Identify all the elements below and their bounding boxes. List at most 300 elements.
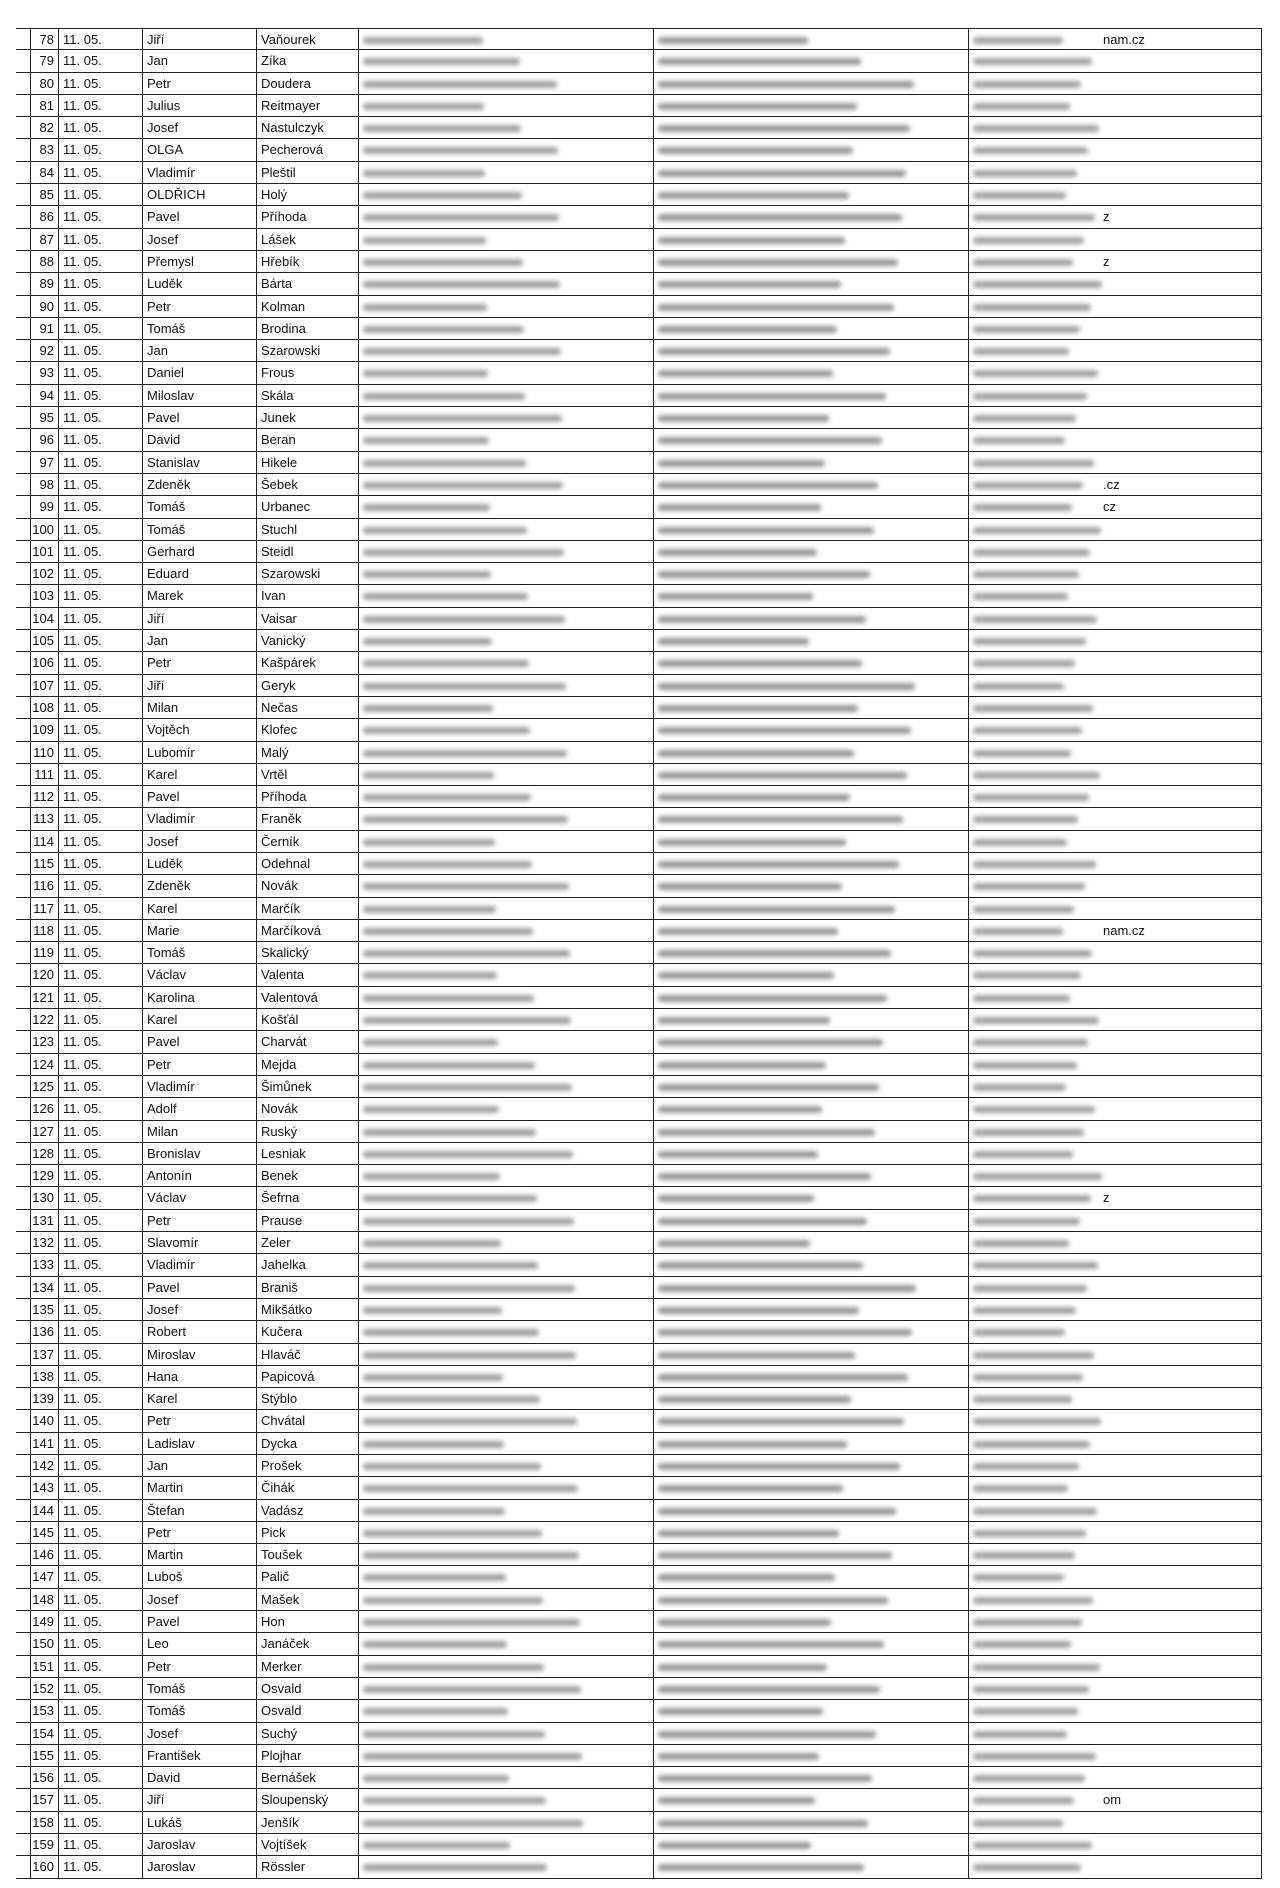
row-first-name: Josef [142, 117, 256, 138]
row-date: 11. 05. [58, 452, 142, 473]
row-last-name: Klofec [256, 719, 358, 740]
row-last-name: Zeler [256, 1232, 358, 1253]
redacted-email [968, 1054, 1262, 1075]
table-row [16, 1187, 1262, 1209]
row-last-name: Hikele [256, 452, 358, 473]
redacted-ip [653, 1388, 968, 1409]
table-row [16, 1745, 1262, 1767]
row-date: 11. 05. [58, 942, 142, 963]
redacted-address [358, 1121, 653, 1142]
redacted-email [968, 942, 1262, 963]
row-date: 11. 05. [58, 1410, 142, 1431]
redacted-ip [653, 162, 968, 183]
row-date: 11. 05. [58, 1165, 142, 1186]
row-first-name: Lukáš [142, 1812, 256, 1833]
redacted-ip [653, 184, 968, 205]
redacted-address [358, 1098, 653, 1119]
table-row [16, 385, 1262, 407]
table-row [16, 630, 1262, 652]
redacted-address [358, 1633, 653, 1654]
row-last-name: Skála [256, 385, 358, 406]
row-first-name: Karolina [142, 987, 256, 1008]
redacted-address [358, 1723, 653, 1744]
row-date: 11. 05. [58, 630, 142, 651]
row-date: 11. 05. [58, 1812, 142, 1833]
row-number: 153 [30, 1700, 58, 1721]
row-date: 11. 05. [58, 340, 142, 361]
redacted-address [358, 1388, 653, 1409]
redacted-address [358, 652, 653, 673]
row-number: 88 [30, 251, 58, 272]
row-last-name: Benek [256, 1165, 358, 1186]
redacted-email [968, 1277, 1262, 1298]
row-number: 103 [30, 585, 58, 606]
redacted-ip [653, 1009, 968, 1030]
row-first-name: Přemysl [142, 251, 256, 272]
redacted-email [968, 652, 1262, 673]
redacted-email [968, 139, 1262, 160]
row-date: 11. 05. [58, 1277, 142, 1298]
row-date: 11. 05. [58, 139, 142, 160]
row-number: 126 [30, 1098, 58, 1119]
table-row [16, 1321, 1262, 1343]
row-number: 129 [30, 1165, 58, 1186]
row-date: 11. 05. [58, 296, 142, 317]
row-number: 115 [30, 853, 58, 874]
redacted-ip [653, 1410, 968, 1431]
redacted-address [358, 385, 653, 406]
table-row [16, 1232, 1262, 1254]
redacted-address [358, 1232, 653, 1253]
redacted-address [358, 519, 653, 540]
redacted-email [968, 1165, 1262, 1186]
row-number: 131 [30, 1210, 58, 1231]
redacted-email [968, 630, 1262, 651]
redacted-address [358, 808, 653, 829]
table-row [16, 697, 1262, 719]
table-row [16, 1388, 1262, 1410]
row-last-name: Ruský [256, 1121, 358, 1142]
redacted-email [968, 73, 1262, 94]
row-number: 159 [30, 1834, 58, 1855]
table-row [16, 184, 1262, 206]
row-number: 119 [30, 942, 58, 963]
row-first-name: Martin [142, 1477, 256, 1498]
redacted-address [358, 496, 653, 517]
redacted-ip [653, 608, 968, 629]
redacted-address [358, 630, 653, 651]
redacted-email [968, 764, 1262, 785]
row-last-name: Vanický [256, 630, 358, 651]
row-number: 154 [30, 1723, 58, 1744]
row-first-name: Vojtěch [142, 719, 256, 740]
table-row [16, 474, 1262, 496]
row-number: 121 [30, 987, 58, 1008]
row-date: 11. 05. [58, 764, 142, 785]
row-number: 117 [30, 898, 58, 919]
row-date: 11. 05. [58, 73, 142, 94]
row-number: 156 [30, 1767, 58, 1788]
row-number: 85 [30, 184, 58, 205]
row-date: 11. 05. [58, 1455, 142, 1476]
redacted-address [358, 1321, 653, 1342]
table-row [16, 340, 1262, 362]
row-last-name: Hřebík [256, 251, 358, 272]
row-last-name: Prošek [256, 1455, 358, 1476]
row-date: 11. 05. [58, 1121, 142, 1142]
row-number: 94 [30, 385, 58, 406]
row-number: 80 [30, 73, 58, 94]
redacted-email [968, 964, 1262, 985]
row-last-name: Toušek [256, 1544, 358, 1565]
redacted-email [968, 541, 1262, 562]
redacted-address [358, 117, 653, 138]
row-date: 11. 05. [58, 519, 142, 540]
redacted-ip [653, 630, 968, 651]
email-visible-tail: nam.cz [1103, 922, 1145, 938]
redacted-address [358, 1522, 653, 1543]
redacted-address [358, 73, 653, 94]
row-date: 11. 05. [58, 1544, 142, 1565]
table-row [16, 1433, 1262, 1455]
row-number: 82 [30, 117, 58, 138]
table-row [16, 608, 1262, 630]
redacted-address [358, 1009, 653, 1030]
redacted-ip [653, 251, 968, 272]
row-last-name: Mikšátko [256, 1299, 358, 1320]
row-first-name: Jiří [142, 675, 256, 696]
redacted-ip [653, 429, 968, 450]
row-first-name: Vladimír [142, 1076, 256, 1097]
row-number: 86 [30, 206, 58, 227]
table-row [16, 1656, 1262, 1678]
row-first-name: OLDŘICH [142, 184, 256, 205]
row-first-name: Adolf [142, 1098, 256, 1119]
redacted-email [968, 1789, 1262, 1810]
row-date: 11. 05. [58, 1611, 142, 1632]
row-number: 132 [30, 1232, 58, 1253]
row-first-name: Jiří [142, 29, 256, 49]
row-last-name: Szarowski [256, 563, 358, 584]
table-row [16, 139, 1262, 161]
row-number: 149 [30, 1611, 58, 1632]
row-first-name: Miroslav [142, 1344, 256, 1365]
email-visible-tail: z [1103, 209, 1110, 225]
table-row [16, 1834, 1262, 1856]
row-last-name: Bernášek [256, 1767, 358, 1788]
table-row [16, 1366, 1262, 1388]
redacted-ip [653, 73, 968, 94]
row-last-name: Osvald [256, 1700, 358, 1721]
row-first-name: Leo [142, 1633, 256, 1654]
row-number: 100 [30, 519, 58, 540]
table-row [16, 541, 1262, 563]
row-number: 98 [30, 474, 58, 495]
row-date: 11. 05. [58, 1477, 142, 1498]
table-row [16, 1522, 1262, 1544]
table-row [16, 362, 1262, 384]
row-first-name: Luděk [142, 853, 256, 874]
row-last-name: Lesniak [256, 1143, 358, 1164]
row-first-name: Petr [142, 296, 256, 317]
row-first-name: Pavel [142, 407, 256, 428]
redacted-email [968, 1143, 1262, 1164]
redacted-ip [653, 1477, 968, 1498]
row-first-name: Petr [142, 1410, 256, 1431]
redacted-ip [653, 1455, 968, 1476]
table-row [16, 73, 1262, 95]
row-date: 11. 05. [58, 675, 142, 696]
row-number: 96 [30, 429, 58, 450]
row-date: 11. 05. [58, 786, 142, 807]
email-visible-tail: z [1103, 1190, 1110, 1206]
row-first-name: Jan [142, 50, 256, 71]
redacted-address [358, 362, 653, 383]
redacted-address [358, 429, 653, 450]
row-date: 11. 05. [58, 29, 142, 49]
row-first-name: Tomáš [142, 942, 256, 963]
row-number: 109 [30, 719, 58, 740]
table-row [16, 1812, 1262, 1834]
row-last-name: Malý [256, 742, 358, 763]
table-row [16, 1254, 1262, 1276]
row-last-name: Novák [256, 1098, 358, 1119]
table-row [16, 987, 1262, 1009]
table-row [16, 585, 1262, 607]
redacted-email [968, 496, 1262, 517]
redacted-email [968, 1522, 1262, 1543]
row-last-name: Zíka [256, 50, 358, 71]
row-last-name: Vadász [256, 1500, 358, 1521]
row-number: 105 [30, 630, 58, 651]
redacted-address [358, 1210, 653, 1231]
row-number: 107 [30, 675, 58, 696]
redacted-ip [653, 452, 968, 473]
table-row [16, 1856, 1262, 1878]
row-last-name: Příhoda [256, 206, 358, 227]
row-first-name: Václav [142, 1187, 256, 1208]
row-number: 152 [30, 1678, 58, 1699]
redacted-ip [653, 875, 968, 896]
redacted-address [358, 1745, 653, 1766]
row-last-name: Příhoda [256, 786, 358, 807]
table-row [16, 1098, 1262, 1120]
row-number: 125 [30, 1076, 58, 1097]
redacted-address [358, 1433, 653, 1454]
table-row [16, 808, 1262, 830]
redacted-address [358, 162, 653, 183]
redacted-address [358, 964, 653, 985]
row-date: 11. 05. [58, 541, 142, 562]
redacted-ip [653, 1611, 968, 1632]
row-first-name: Jan [142, 340, 256, 361]
redacted-ip [653, 831, 968, 852]
redacted-email [968, 563, 1262, 584]
redacted-email [968, 95, 1262, 116]
row-last-name: Kolman [256, 296, 358, 317]
table-row [16, 1054, 1262, 1076]
row-date: 11. 05. [58, 1254, 142, 1275]
row-date: 11. 05. [58, 987, 142, 1008]
redacted-address [358, 697, 653, 718]
redacted-email [968, 1633, 1262, 1654]
redacted-email [968, 206, 1262, 227]
row-date: 11. 05. [58, 1076, 142, 1097]
redacted-ip [653, 1054, 968, 1075]
row-date: 11. 05. [58, 50, 142, 71]
redacted-email [968, 853, 1262, 874]
row-number: 91 [30, 318, 58, 339]
redacted-ip [653, 1076, 968, 1097]
table-row [16, 1143, 1262, 1165]
row-date: 11. 05. [58, 474, 142, 495]
redacted-address [358, 1789, 653, 1810]
row-first-name: Petr [142, 1656, 256, 1677]
redacted-address [358, 853, 653, 874]
row-last-name: Kučera [256, 1321, 358, 1342]
row-last-name: Pecherová [256, 139, 358, 160]
row-first-name: Luboš [142, 1566, 256, 1587]
row-date: 11. 05. [58, 1366, 142, 1387]
row-number: 89 [30, 273, 58, 294]
redacted-ip [653, 1789, 968, 1810]
row-last-name: Bárta [256, 273, 358, 294]
row-first-name: Petr [142, 1054, 256, 1075]
table-row [16, 519, 1262, 541]
redacted-email [968, 1834, 1262, 1855]
row-date: 11. 05. [58, 251, 142, 272]
redacted-email [968, 1121, 1262, 1142]
row-number: 79 [30, 50, 58, 71]
redacted-ip [653, 585, 968, 606]
row-last-name: Kašpárek [256, 652, 358, 673]
row-date: 11. 05. [58, 964, 142, 985]
row-date: 11. 05. [58, 1054, 142, 1075]
redacted-email [968, 1700, 1262, 1721]
row-last-name: Lášek [256, 229, 358, 250]
redacted-address [358, 50, 653, 71]
row-first-name: František [142, 1745, 256, 1766]
redacted-ip [653, 296, 968, 317]
redacted-address [358, 585, 653, 606]
table-row [16, 162, 1262, 184]
row-number: 90 [30, 296, 58, 317]
redacted-email [968, 340, 1262, 361]
redacted-email [968, 742, 1262, 763]
redacted-address [358, 898, 653, 919]
redacted-address [358, 1500, 653, 1521]
table-row [16, 229, 1262, 251]
row-number: 122 [30, 1009, 58, 1030]
row-date: 11. 05. [58, 1589, 142, 1610]
redacted-email [968, 1477, 1262, 1498]
row-first-name: Marie [142, 920, 256, 941]
row-date: 11. 05. [58, 429, 142, 450]
redacted-ip [653, 385, 968, 406]
redacted-ip [653, 1856, 968, 1877]
row-first-name: Karel [142, 764, 256, 785]
email-visible-tail: .cz [1103, 476, 1120, 492]
row-number: 84 [30, 162, 58, 183]
row-last-name: Papicová [256, 1366, 358, 1387]
row-first-name: Hana [142, 1366, 256, 1387]
row-date: 11. 05. [58, 808, 142, 829]
row-first-name: Bronislav [142, 1143, 256, 1164]
redacted-address [358, 474, 653, 495]
row-date: 11. 05. [58, 1143, 142, 1164]
table-row [16, 407, 1262, 429]
redacted-ip [653, 808, 968, 829]
row-first-name: Josef [142, 1299, 256, 1320]
row-number: 134 [30, 1277, 58, 1298]
row-date: 11. 05. [58, 95, 142, 116]
row-last-name: Valenta [256, 964, 358, 985]
row-date: 11. 05. [58, 875, 142, 896]
redacted-ip [653, 50, 968, 71]
redacted-ip [653, 541, 968, 562]
table-row [16, 742, 1262, 764]
row-number: 108 [30, 697, 58, 718]
redacted-ip [653, 1678, 968, 1699]
redacted-ip [653, 942, 968, 963]
redacted-address [358, 1656, 653, 1677]
row-number: 92 [30, 340, 58, 361]
row-number: 148 [30, 1589, 58, 1610]
row-last-name: Stýblo [256, 1388, 358, 1409]
row-last-name: Prause [256, 1210, 358, 1231]
row-first-name: David [142, 429, 256, 450]
row-last-name: Pick [256, 1522, 358, 1543]
redacted-ip [653, 1433, 968, 1454]
redacted-address [358, 719, 653, 740]
row-number: 143 [30, 1477, 58, 1498]
row-first-name: Luděk [142, 273, 256, 294]
redacted-address [358, 407, 653, 428]
redacted-ip [653, 697, 968, 718]
redacted-email [968, 1589, 1262, 1610]
redacted-address [358, 1812, 653, 1833]
redacted-address [358, 1856, 653, 1877]
row-last-name: Dycka [256, 1433, 358, 1454]
row-number: 114 [30, 831, 58, 852]
row-first-name: Eduard [142, 563, 256, 584]
row-date: 11. 05. [58, 652, 142, 673]
redacted-ip [653, 229, 968, 250]
row-first-name: Marek [142, 585, 256, 606]
row-number: 110 [30, 742, 58, 763]
redacted-email [968, 1254, 1262, 1275]
redacted-ip [653, 964, 968, 985]
redacted-email [968, 1745, 1262, 1766]
table-row [16, 429, 1262, 451]
row-date: 11. 05. [58, 162, 142, 183]
row-first-name: Pavel [142, 206, 256, 227]
row-date: 11. 05. [58, 585, 142, 606]
row-number: 130 [30, 1187, 58, 1208]
table-row [16, 1009, 1262, 1031]
row-date: 11. 05. [58, 273, 142, 294]
redacted-email [968, 474, 1262, 495]
table-row [16, 1700, 1262, 1722]
redacted-ip [653, 1098, 968, 1119]
row-number: 133 [30, 1254, 58, 1275]
row-last-name: Brodina [256, 318, 358, 339]
redacted-email [968, 1031, 1262, 1052]
row-last-name: Hlaváč [256, 1344, 358, 1365]
row-first-name: Tomáš [142, 519, 256, 540]
redacted-address [358, 541, 653, 562]
redacted-ip [653, 1834, 968, 1855]
